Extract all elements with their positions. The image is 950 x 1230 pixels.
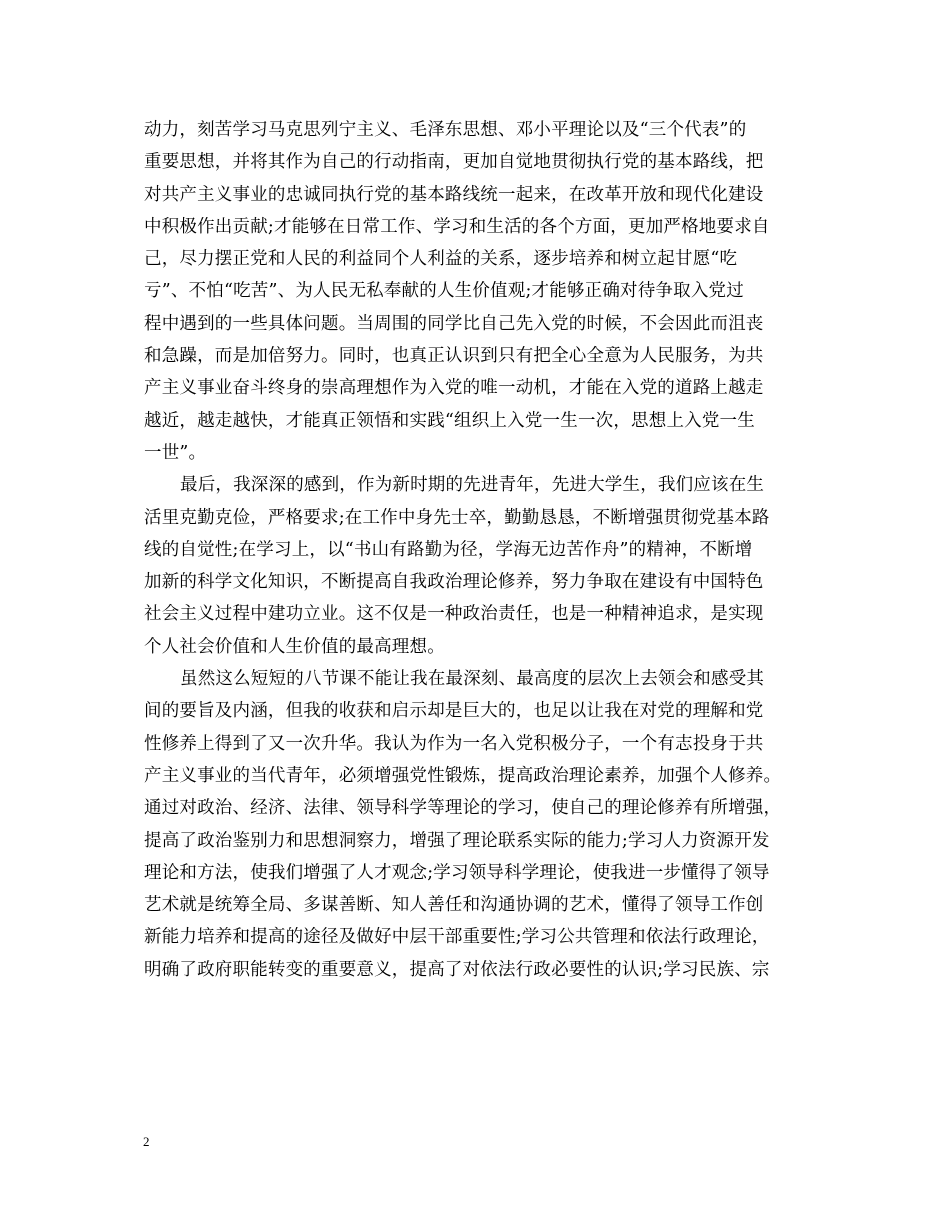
text-line: 个人社会价值和人生价值的最高理想。 (144, 636, 445, 657)
text-line: 明确了政府职能转变的重要意义，提高了对依法行政必要性的认识;学习民族、宗 (144, 959, 770, 980)
text-line: 产主义事业的当代青年，必须增强党性锻炼，提高政治理论素养，加强个人修养。 (144, 765, 782, 786)
text-line: 越近，越走越快，才能真正领悟和实践“组织上入党一生一次，思想上入党一生 (144, 410, 755, 431)
text-line: 加新的科学文化知识，不断提高自我政治理论修养，努力争取在建设有中国特色 (144, 572, 764, 593)
body-text (144, 114, 809, 986)
text-line: 艺术就是统筹全局、多谋善断、知人善任和沟通协调的艺术，懂得了领导工作创 (144, 895, 764, 916)
text-line: 活里克勤克俭，严格要求;在工作中身先士卒，勤勤恳恳，不断增强贯彻党基本路 (144, 507, 770, 528)
text-line: 提高了政治鉴别力和思想洞察力，增强了理论联系实际的能力;学习人力资源开发 (144, 830, 770, 851)
text-line: 亏”、不怕“吃苦”、为人民无私奉献的人生价值观;才能够正确对待争取入党过 (144, 281, 744, 302)
text-line: 线的自觉性;在学习上，以“书山有路勤为径，学海无边苦作舟”的精神，不断增 (144, 539, 753, 560)
text-line: 对共产主义事业的忠诚同执行党的基本路线统一起来，在改革开放和现代化建设 (144, 184, 764, 205)
text-line: 一世”。 (144, 442, 207, 463)
text-line: 性修养上得到了又一次升华。我认为作为一名入党积极分子，一个有志投身于共 (144, 733, 764, 754)
text-line: 重要思想，并将其作为自己的行动指南，更加自觉地贯彻执行党的基本路线，把 (144, 152, 764, 173)
paragraph-first-line: 最后，我深深的感到，作为新时期的先进青年，先进大学生，我们应该在生 (180, 475, 765, 496)
text-line: 和急躁，而是加倍努力。同时，也真正认识到只有把全心全意为人民服务，为共 (144, 346, 764, 367)
text-line: 程中遇到的一些具体问题。当周围的同学比自己先入党的时候，不会因此而沮丧 (144, 313, 764, 334)
page-number: 2 (143, 1134, 150, 1149)
text-line: 社会主义过程中建功立业。这不仅是一种政治责任，也是一种精神追求，是实现 (144, 604, 764, 625)
text-line: 动力，刻苦学习马克思列宁主义、毛泽东思想、邓小平理论以及“三个代表”的 (144, 120, 747, 140)
text-line: 己，尽力摆正党和人民的利益同个人利益的关系，逐步培养和树立起甘愿“吃 (144, 249, 738, 270)
text-line: 中积极作出贡献;才能够在日常工作、学习和生活的各个方面，更加严格地要求自 (144, 216, 770, 237)
text-line: 新能力培养和提高的途径及做好中层干部重要性;学习公共管理和依法行政理论， (144, 927, 770, 948)
text-line: 间的要旨及内涵，但我的收获和启示却是巨大的，也足以让我在对党的理解和党 (144, 701, 764, 722)
text-line: 通过对政治、经济、法律、领导科学等理论的学习，使自己的理论修养有所增强， (144, 798, 782, 819)
text-line: 理论和方法，使我们增强了人才观念;学习领导科学理论，使我进一步懂得了领导 (144, 862, 770, 883)
paragraph-first-line: 虽然这么短短的八节课不能让我在最深刻、最高度的层次上去领会和感受其 (180, 669, 765, 690)
text-line: 产主义事业奋斗终身的崇高理想作为入党的唯一动机，才能在入党的道路上越走 (144, 378, 764, 399)
